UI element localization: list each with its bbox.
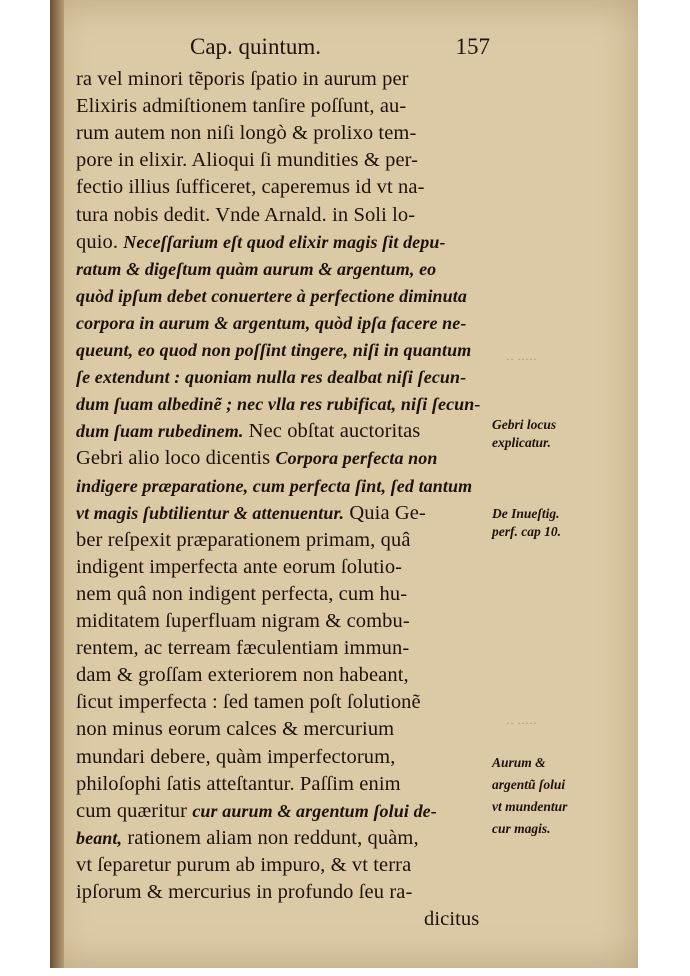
text-span: ipſorum & mercurius in profundo ſeu ra- <box>76 881 413 903</box>
text-line <box>76 227 446 257</box>
text-line <box>76 443 438 473</box>
text-line <box>76 498 426 528</box>
text-span: ber reſpexit præparationem primam, quâ <box>76 528 411 551</box>
text-span: vt ſeparetur purum ab impuro, & vt terra <box>76 853 412 876</box>
running-header <box>190 34 490 62</box>
page-number: 157 <box>455 34 490 59</box>
text-line <box>76 714 394 744</box>
italic-quote: dum ſuam albedinẽ ; nec vlla res rubificat, niſi ſecun- <box>76 394 481 415</box>
text-line <box>76 308 466 338</box>
italic-quote: beant, <box>76 827 123 848</box>
italic-quote: quòd ipſum debet conuertere à perfectione diminuta <box>76 285 467 306</box>
text-span: Quia Ge- <box>344 501 426 524</box>
text-span: ra vel minori tẽporis ſpatio in aurum per <box>76 68 409 90</box>
text-line <box>76 362 466 392</box>
text-span: ſicut imperfecta : ſed tamen poſt ſolutionẽ <box>76 691 421 714</box>
show-through-text: ·· ····· <box>506 352 537 366</box>
italic-quote: ratum & digeſtum quàm aurum & argentum, eo <box>76 258 437 279</box>
chapter-title: Cap. quintum. <box>190 34 321 59</box>
italic-quote: indigere præparatione, cum perfecta ſint, ſed tantum <box>76 475 473 496</box>
text-line <box>76 389 480 419</box>
text-line <box>76 633 409 663</box>
text-line <box>76 769 401 799</box>
text-span: mundari debere, quàm imperfectorum, <box>76 745 396 768</box>
italic-quote: cur aurum & argentum ſolui de- <box>192 800 437 821</box>
italic-quote: queunt, eo quod non poſſint tingere, niſi in quantum <box>76 340 472 360</box>
italic-quote: dum ſuam rubedinem. <box>76 421 244 442</box>
italic-quote: Corpora perfecta non <box>275 448 438 469</box>
text-line <box>76 471 472 501</box>
italic-quote: vt magis ſubtilientur & attenuentur. <box>76 502 345 523</box>
italic-quote: Neceſſarium eſt quod elixir magis ſit depu- <box>123 231 446 252</box>
text-span: nem quâ non indigent perfecta, cum hu- <box>76 582 408 605</box>
catchword: dicitus <box>424 908 480 931</box>
text-span: non minus eorum calces & mercurium <box>76 718 395 741</box>
italic-quote: corpora in aurum & argentum, quòd ipſa facere ne- <box>76 312 467 333</box>
text-line <box>76 525 411 555</box>
text-line <box>76 335 471 365</box>
margin-note-line: explicatur. <box>492 435 551 450</box>
text-span: tura nobis dedit. Vnde Arnald. in Soli lo- <box>76 203 416 226</box>
text-line <box>76 850 411 880</box>
text-span: philoſophi ſatis atteſtantur. Paſſim enim <box>76 772 401 795</box>
text-span: Gebri alio loco dicentis <box>76 447 276 470</box>
text-line <box>76 200 415 230</box>
text-span: miditatem ſuperfluam nigram & combu- <box>76 610 410 632</box>
text-span: dam & groſſam exteriorem non habeant, <box>76 664 409 687</box>
text-line <box>76 823 419 853</box>
text-line <box>76 687 421 717</box>
text-line <box>76 281 467 311</box>
text-span: rentem, ac terream fæculentiam immun- <box>76 637 410 660</box>
margin-note-line: vt mundentur <box>492 799 568 814</box>
text-line <box>76 877 412 907</box>
text-span: Nec obſtat auctoritas <box>243 420 421 443</box>
text-line <box>76 254 436 284</box>
margin-note-line: cur magis. <box>492 821 551 836</box>
margin-note-line: Gebri locus <box>492 417 557 432</box>
text-span: indigent imperfecta ante eorum ſolutio- <box>76 555 403 578</box>
margin-note-line: argentũ ſolui <box>492 777 566 792</box>
text-line <box>76 796 437 826</box>
text-span: cum quæritur <box>76 799 193 822</box>
text-line <box>76 579 407 609</box>
margin-note-line: Aurum & <box>492 755 546 770</box>
text-line <box>76 145 418 175</box>
text-line <box>76 172 425 202</box>
italic-quote: ſe extendunt : quoniam nulla res dealbat niſi ſecun- <box>76 367 467 388</box>
text-span: rationem aliam non reddunt, quàm, <box>122 826 419 849</box>
text-span: Elixiris admiſtionem tanſire poſſunt, au- <box>76 95 407 118</box>
show-through-text: ·· ····· <box>506 716 537 730</box>
text-line <box>76 660 409 690</box>
text-line <box>76 64 409 94</box>
text-line <box>76 552 402 582</box>
text-span: pore in elixir. Alioqui ſi mundities & per- <box>76 149 419 172</box>
text-span: rum autem non niſi longò & prolixo tem- <box>76 122 417 145</box>
text-span: quio. <box>76 230 124 253</box>
text-line <box>76 606 410 636</box>
text-line <box>76 118 416 148</box>
margin-note-line: perf. cap 10. <box>492 524 561 539</box>
text-span: fectio illius ſufficeret, caperemus id vt na- <box>76 176 425 199</box>
page-gutter <box>50 0 64 968</box>
text-line <box>76 91 406 121</box>
margin-note-line: De Inueſtig. <box>492 506 560 521</box>
text-line <box>76 742 395 772</box>
text-line <box>76 416 420 446</box>
